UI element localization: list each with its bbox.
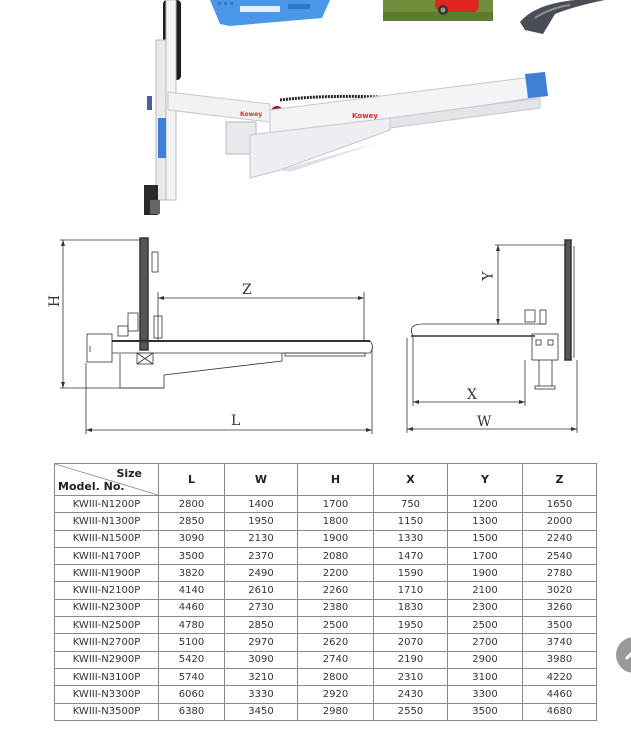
dimension-value-cell-y: 1900 xyxy=(448,565,523,582)
dimension-value-cell-y: 3500 xyxy=(448,703,523,720)
dimension-value-cell-y: 2100 xyxy=(448,582,523,599)
table-row xyxy=(55,547,597,564)
model-number-cell: KWIII-N1200P xyxy=(55,496,159,513)
table-row xyxy=(55,513,597,530)
column-header-z: Z xyxy=(523,464,597,496)
model-number-cell: KWIII-N1700P xyxy=(55,547,159,564)
corner-header xyxy=(55,464,159,496)
dimension-value-cell-x: 1330 xyxy=(374,530,448,547)
dimension-value-cell-x: 1470 xyxy=(374,547,448,564)
table-header-row xyxy=(55,464,597,496)
table-row xyxy=(55,496,597,513)
model-number-cell: KWIII-N2100P xyxy=(55,582,159,599)
model-number-cell: KWIII-N2500P xyxy=(55,617,159,634)
dimension-value-cell-x: 2070 xyxy=(374,634,448,651)
dimension-value-cell-h: 2200 xyxy=(298,565,374,582)
dimension-label-w: W xyxy=(477,414,492,430)
dimension-value-cell-w: 2850 xyxy=(225,617,298,634)
table-row xyxy=(55,582,597,599)
model-number-cell: KWIII-N3500P xyxy=(55,703,159,720)
dimension-value-cell-z: 3500 xyxy=(523,617,597,634)
dimension-value-cell-z: 2540 xyxy=(523,547,597,564)
dimension-value-cell-x: 1710 xyxy=(374,582,448,599)
dimension-value-cell-h: 1800 xyxy=(298,513,374,530)
dimension-value-cell-y: 2300 xyxy=(448,599,523,616)
model-number-cell: KWIII-N2700P xyxy=(55,634,159,651)
table-row xyxy=(55,565,597,582)
dimension-value-cell-z: 3260 xyxy=(523,599,597,616)
dimension-label-h: H xyxy=(47,294,64,308)
dimension-value-cell-x: 1150 xyxy=(374,513,448,530)
model-number-cell: KWIII-N1500P xyxy=(55,530,159,547)
model-number-cell: KWIII-N1300P xyxy=(55,513,159,530)
dimension-value-cell-w: 2730 xyxy=(225,599,298,616)
dimension-value-cell-z: 2000 xyxy=(523,513,597,530)
dimension-value-cell-x: 2190 xyxy=(374,651,448,668)
dimension-value-cell-l: 2800 xyxy=(159,496,225,513)
dimension-label-x: X xyxy=(467,387,477,403)
dimension-value-cell-w: 2130 xyxy=(225,530,298,547)
dimension-value-cell-h: 2740 xyxy=(298,651,374,668)
dimension-value-cell-w: 1400 xyxy=(225,496,298,513)
dimension-value-cell-w: 2490 xyxy=(225,565,298,582)
dimension-label-y: Y xyxy=(480,271,497,281)
dimension-value-cell-y: 2900 xyxy=(448,651,523,668)
column-header-y: Y xyxy=(448,464,523,496)
dimension-value-cell-y: 3100 xyxy=(448,668,523,685)
dimension-value-cell-z: 2780 xyxy=(523,565,597,582)
dimension-value-cell-z: 3740 xyxy=(523,634,597,651)
dimension-value-cell-l: 6380 xyxy=(159,703,225,720)
dimension-value-cell-w: 2970 xyxy=(225,634,298,651)
dimension-value-cell-z: 3980 xyxy=(523,651,597,668)
corner-header-model: Model. No. xyxy=(58,480,125,493)
dimension-value-cell-x: 2550 xyxy=(374,703,448,720)
dimension-value-cell-z: 4680 xyxy=(523,703,597,720)
dimension-value-cell-y: 1700 xyxy=(448,547,523,564)
dimension-value-cell-y: 3300 xyxy=(448,686,523,703)
dimension-value-cell-h: 2260 xyxy=(298,582,374,599)
dimension-value-cell-y: 1200 xyxy=(448,496,523,513)
dimension-value-cell-y: 2700 xyxy=(448,634,523,651)
dimension-value-cell-w: 3090 xyxy=(225,651,298,668)
model-number-cell: KWIII-N2900P xyxy=(55,651,159,668)
dimension-value-cell-h: 2920 xyxy=(298,686,374,703)
model-number-cell: KWIII-N3100P xyxy=(55,668,159,685)
dimension-value-cell-y: 1300 xyxy=(448,513,523,530)
dimension-value-cell-l: 3820 xyxy=(159,565,225,582)
model-number-cell: KWIII-N2300P xyxy=(55,599,159,616)
column-header-w: W xyxy=(225,464,298,496)
brand-logo-main: Kowey xyxy=(352,112,378,120)
dimension-value-cell-h: 1900 xyxy=(298,530,374,547)
dimension-value-cell-w: 3450 xyxy=(225,703,298,720)
dimension-label-l: L xyxy=(231,413,241,429)
dimension-value-cell-h: 2980 xyxy=(298,703,374,720)
dimension-value-cell-z: 2240 xyxy=(523,530,597,547)
dimension-value-cell-x: 2310 xyxy=(374,668,448,685)
dimension-value-cell-y: 1500 xyxy=(448,530,523,547)
dimension-value-cell-z: 4460 xyxy=(523,686,597,703)
model-number-cell: KWIII-N3300P xyxy=(55,686,159,703)
dimension-value-cell-h: 2080 xyxy=(298,547,374,564)
gantry-robot-photo xyxy=(130,0,560,220)
dimension-value-cell-w: 3210 xyxy=(225,668,298,685)
dimension-value-cell-x: 2430 xyxy=(374,686,448,703)
dimension-value-cell-h: 2800 xyxy=(298,668,374,685)
dimension-value-cell-h: 2620 xyxy=(298,634,374,651)
table-row xyxy=(55,634,597,651)
dimension-value-cell-l: 4780 xyxy=(159,617,225,634)
column-header-l: L xyxy=(159,464,225,496)
front-view-drawing xyxy=(40,230,390,440)
dimension-value-cell-x: 750 xyxy=(374,496,448,513)
corner-header-size: Size xyxy=(116,467,142,480)
dimension-value-cell-z: 3020 xyxy=(523,582,597,599)
dimension-value-cell-l: 4460 xyxy=(159,599,225,616)
dimension-value-cell-l: 3090 xyxy=(159,530,225,547)
dimension-value-cell-l: 2850 xyxy=(159,513,225,530)
table-row xyxy=(55,617,597,634)
dimension-value-cell-l: 3500 xyxy=(159,547,225,564)
dimension-value-cell-w: 2610 xyxy=(225,582,298,599)
dimension-value-cell-z: 4220 xyxy=(523,668,597,685)
dimension-value-cell-l: 5740 xyxy=(159,668,225,685)
specification-table xyxy=(54,463,597,721)
scroll-to-top-button[interactable] xyxy=(616,637,631,673)
table-row xyxy=(55,651,597,668)
dimension-value-cell-w: 3330 xyxy=(225,686,298,703)
dimension-value-cell-h: 1700 xyxy=(298,496,374,513)
dimension-value-cell-l: 5420 xyxy=(159,651,225,668)
model-number-cell: KWIII-N1900P xyxy=(55,565,159,582)
dimension-value-cell-l: 5100 xyxy=(159,634,225,651)
table-row xyxy=(55,686,597,703)
dimension-label-z: Z xyxy=(242,282,252,298)
dimension-value-cell-l: 4140 xyxy=(159,582,225,599)
side-view-drawing xyxy=(395,230,595,440)
dimension-value-cell-w: 1950 xyxy=(225,513,298,530)
dimension-value-cell-h: 2380 xyxy=(298,599,374,616)
dimension-value-cell-h: 2500 xyxy=(298,617,374,634)
chevron-up-icon xyxy=(616,637,631,673)
brand-logo-small: Kowey xyxy=(240,111,263,118)
table-row xyxy=(55,668,597,685)
dimension-value-cell-x: 1590 xyxy=(374,565,448,582)
table-row xyxy=(55,599,597,616)
dimension-value-cell-l: 6060 xyxy=(159,686,225,703)
column-header-h: H xyxy=(298,464,374,496)
column-header-x: X xyxy=(374,464,448,496)
dimension-value-cell-y: 2500 xyxy=(448,617,523,634)
dimension-value-cell-x: 1950 xyxy=(374,617,448,634)
table-row xyxy=(55,530,597,547)
table-row xyxy=(55,703,597,720)
dimension-value-cell-x: 1830 xyxy=(374,599,448,616)
dimension-value-cell-w: 2370 xyxy=(225,547,298,564)
dimension-value-cell-z: 1650 xyxy=(523,496,597,513)
